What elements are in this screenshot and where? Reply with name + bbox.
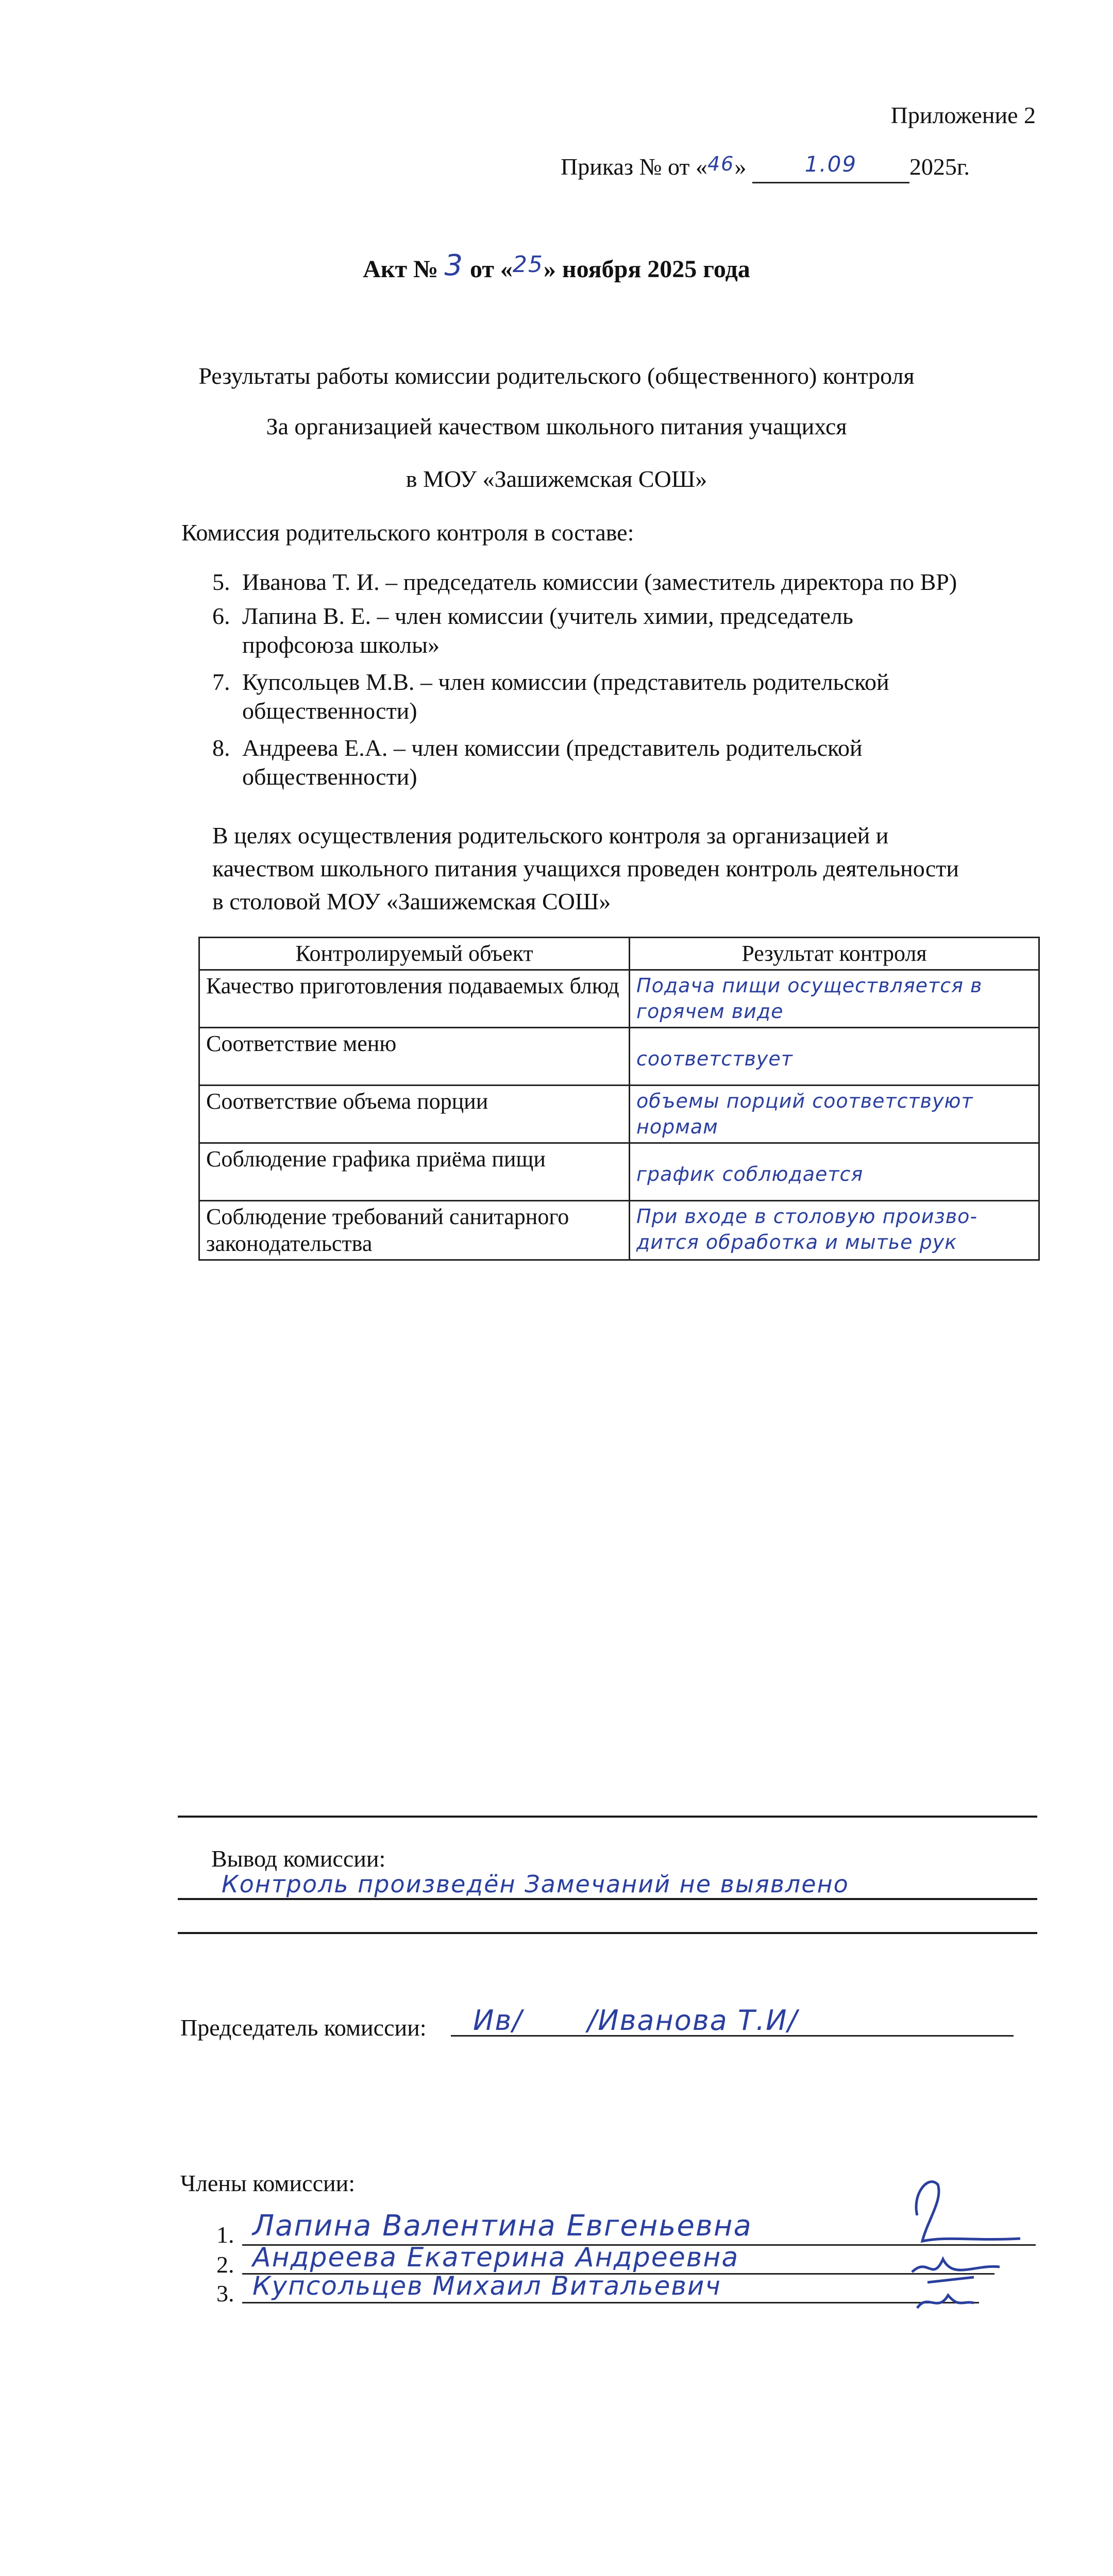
table-cell-object: Соблюдение требований санитарного законодательства xyxy=(199,1201,630,1260)
list-item-text: Андреева Е.А. – член комиссии (представитель родительской xyxy=(242,735,863,761)
table-header-result: Результат контроля xyxy=(630,938,1039,970)
act-prefix: Акт № xyxy=(363,256,439,283)
list-item-number: 8. xyxy=(212,735,230,761)
list-item xyxy=(212,568,957,597)
title-line-2: За организацией качеством школьного питания учащихся xyxy=(266,413,847,439)
conclusion-label: Вывод комиссии: xyxy=(211,1845,386,1872)
list-item-number: 6. xyxy=(212,603,230,629)
list-item xyxy=(212,668,889,725)
list-item-number: 7. xyxy=(212,669,230,695)
signature-mark-1 xyxy=(916,2182,1020,2241)
member-name: Андреева Екатерина Андреевна xyxy=(252,2242,739,2273)
member-name: Лапина Валентина Евгеньевна xyxy=(252,2209,752,2243)
conclusion-underline xyxy=(178,1898,1037,1900)
conclusion-text: Контроль произведён Замечаний не выявлено xyxy=(222,1870,849,1898)
order-month: 1.09 xyxy=(804,151,857,177)
member-number: 2. xyxy=(216,2251,234,2278)
act-day: 25 xyxy=(512,251,544,278)
control-table xyxy=(198,937,1040,1261)
order-month-field xyxy=(752,152,909,183)
appendix-label: Приложение 2 xyxy=(890,102,1036,128)
table-cell-result xyxy=(630,1028,1039,1086)
act-from: от « xyxy=(469,256,513,283)
handwritten-result: При входе в столовую произво-дится обработка и мытье рук xyxy=(636,1205,978,1253)
handwritten-result: Подача пищи осуществляется в горячем виде xyxy=(636,974,983,1023)
list-item-text: Лапина В. Е. – член комиссии (учитель химии, председатель xyxy=(242,603,853,629)
list-item-text-cont: общественности) xyxy=(242,764,417,790)
member-name: Купсольцев Михаил Витальевич xyxy=(252,2271,721,2301)
table-row xyxy=(199,1201,1039,1260)
purpose-line-1: В целях осуществления родительского контроля за организацией и xyxy=(212,822,889,849)
purpose-line-3: в столовой МОУ «Зашижемская СОШ» xyxy=(212,888,611,914)
divider-line xyxy=(178,1816,1037,1818)
act-number: 3 xyxy=(444,249,464,282)
order-day: 46 xyxy=(707,152,735,175)
table-row xyxy=(199,1086,1039,1143)
order-year: 2025г. xyxy=(909,154,970,180)
act-suffix: » ноября 2025 года xyxy=(543,256,750,283)
list-item-number: 5. xyxy=(212,569,230,595)
table-cell-object: Соответствие объема порции xyxy=(199,1086,630,1143)
table-cell-result xyxy=(630,970,1039,1028)
act-title xyxy=(0,249,1113,284)
handwritten-result: объемы порций соответствуют нормам xyxy=(636,1090,973,1138)
title-line-1: Результаты работы комиссии родительского (общественного) контроля xyxy=(198,363,915,389)
chairman-signature: Ив/ xyxy=(473,2004,523,2037)
members-label: Члены комиссии: xyxy=(180,2170,356,2196)
table-cell-result xyxy=(630,1086,1039,1143)
chairman-label: Председатель комиссии: xyxy=(180,2014,427,2041)
table-cell-result xyxy=(630,1143,1039,1201)
table-header-object: Контролируемый объект xyxy=(199,938,630,970)
signature-mark-2 xyxy=(912,2259,1000,2282)
member-signatures xyxy=(897,2154,1031,2318)
list-item-text-cont: профсоюза школы» xyxy=(242,632,440,658)
list-item xyxy=(212,734,863,791)
table-row xyxy=(199,1028,1039,1086)
handwritten-result: соответствует xyxy=(636,1047,793,1070)
member-number: 1. xyxy=(216,2222,234,2248)
table-cell-object: Качество приготовления подаваемых блюд xyxy=(199,970,630,1028)
table-row xyxy=(199,1143,1039,1201)
member-number: 3. xyxy=(216,2280,234,2307)
table-cell-object: Соблюдение графика приёма пищи xyxy=(199,1143,630,1201)
list-item-text: Иванова Т. И. – председатель комиссии (заместитель директора по ВР) xyxy=(242,569,957,595)
divider-line xyxy=(178,1932,1037,1934)
list-item-text: Купсольцев М.В. – член комиссии (представитель родительской xyxy=(242,669,889,695)
chairman-name: /Иванова Т.И/ xyxy=(587,2004,798,2037)
table-header-row xyxy=(199,938,1039,970)
signature-mark-3 xyxy=(917,2295,974,2308)
purpose-line-2: качеством школьного питания учащихся проведен контроль деятельности xyxy=(212,855,959,882)
table-cell-result xyxy=(630,1201,1039,1260)
member-underline xyxy=(242,2302,979,2303)
title-line-3: в МОУ «Зашижемская СОШ» xyxy=(406,466,707,492)
table-row xyxy=(199,970,1039,1028)
order-prefix: Приказ № от « xyxy=(561,154,707,180)
order-mid: » xyxy=(734,154,747,180)
commission-intro: Комиссия родительского контроля в составе: xyxy=(181,519,634,546)
list-item-text-cont: общественности) xyxy=(242,698,417,724)
table-cell-object: Соответствие меню xyxy=(199,1028,630,1086)
handwritten-result: график соблюдается xyxy=(636,1163,864,1185)
order-line xyxy=(561,152,970,183)
list-item xyxy=(212,602,853,659)
